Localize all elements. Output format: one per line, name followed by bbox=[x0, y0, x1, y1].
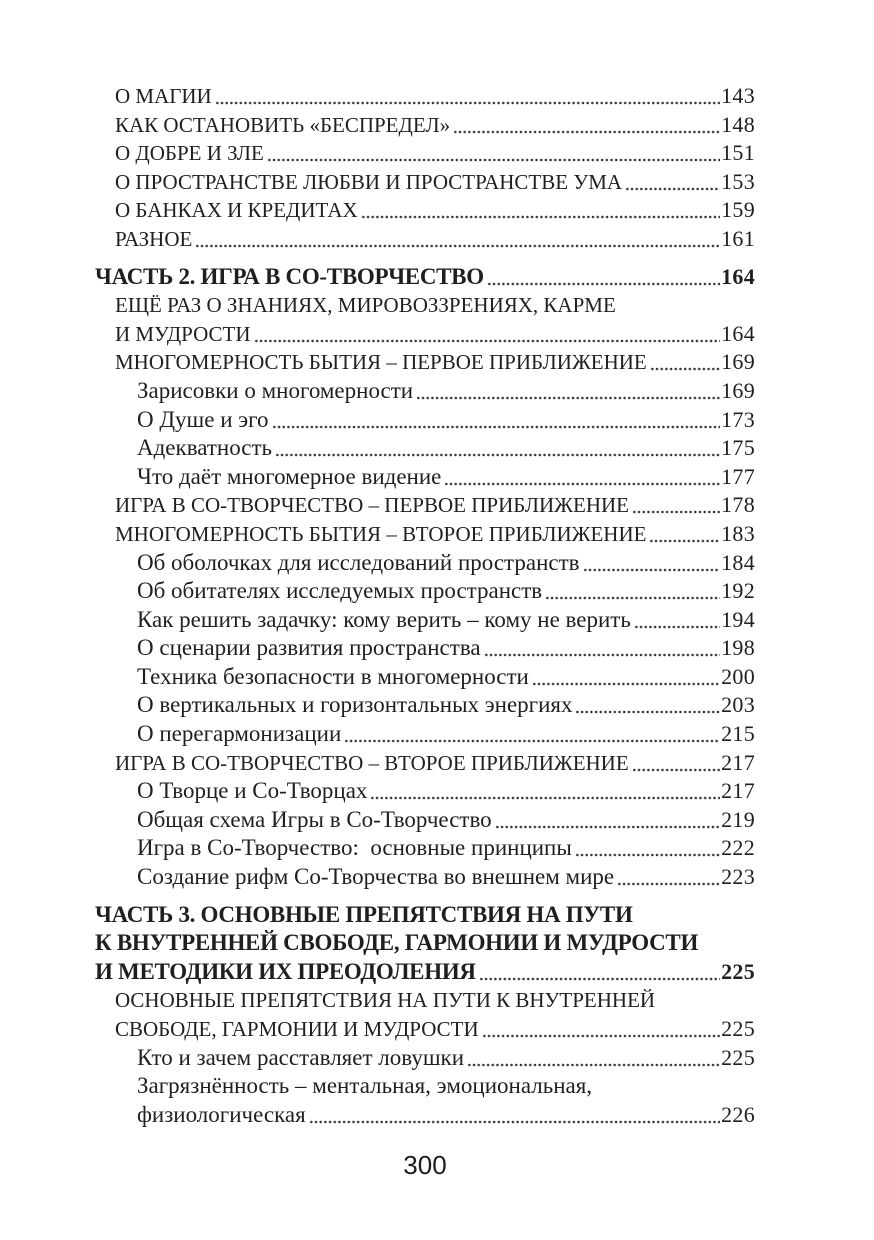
toc-entry-page-number: 225 bbox=[721, 1016, 755, 1041]
toc-entry-row bbox=[95, 1044, 755, 1073]
toc-entry-row bbox=[95, 263, 755, 292]
toc-entry-page-number: 183 bbox=[721, 520, 755, 546]
dot-leader bbox=[467, 1063, 720, 1067]
toc-entry-row bbox=[95, 348, 755, 377]
toc-entry-page-number: 161 bbox=[721, 225, 755, 251]
toc-entry-row bbox=[95, 139, 755, 168]
toc-entry-title: СВОБОДЕ, ГАРМОНИИ И МУДРОСТИ bbox=[115, 1017, 479, 1041]
toc-entry-row bbox=[95, 901, 755, 930]
toc-entry-row bbox=[95, 1101, 755, 1130]
toc-entry-row bbox=[95, 929, 755, 958]
toc-entry-page-number: 148 bbox=[721, 111, 755, 137]
toc-entry-page-number: 215 bbox=[721, 721, 755, 747]
toc-entry-page-number: 225 bbox=[721, 958, 755, 984]
toc-entry-page-number: 200 bbox=[721, 663, 755, 689]
toc-entry-page-number: 164 bbox=[721, 320, 755, 346]
toc-entry-title: МНОГОМЕРНОСТЬ БЫТИЯ – ПЕРВОЕ ПРИБЛИЖЕНИЕ bbox=[115, 350, 647, 375]
toc-entry-title: О БАНКАХ И КРЕДИТАХ bbox=[115, 198, 358, 223]
toc-entry-row bbox=[95, 491, 755, 520]
toc-entry-row bbox=[95, 82, 755, 111]
toc-entry-row bbox=[95, 225, 755, 254]
toc-entry-row bbox=[95, 634, 755, 663]
toc-entry-page-number: 222 bbox=[721, 835, 755, 861]
toc-entry-page-number: 169 bbox=[721, 377, 755, 403]
toc-entry-row bbox=[95, 863, 755, 892]
toc-entry-row bbox=[95, 196, 755, 225]
dot-leader bbox=[649, 539, 720, 543]
toc-entry-title: ЕЩЁ РАЗ О ЗНАНИЯХ, МИРОВОЗЗРЕНИЯХ, КАРМЕ bbox=[115, 293, 616, 318]
toc-entry-row bbox=[95, 549, 755, 578]
toc-entry-page-number: 217 bbox=[721, 778, 755, 804]
dot-leader bbox=[453, 130, 720, 134]
toc-entry-row bbox=[95, 777, 755, 806]
toc-entry-page-number: 225 bbox=[721, 1044, 755, 1070]
toc-entry-row bbox=[95, 463, 755, 492]
toc-entry-row bbox=[95, 434, 755, 463]
toc-entry-title: РАЗНОЕ bbox=[115, 226, 193, 251]
toc-entry-page-number: 164 bbox=[721, 263, 755, 289]
toc-entry-title: Зарисовки о многомерности bbox=[137, 377, 414, 403]
dot-leader bbox=[479, 977, 720, 981]
dot-leader bbox=[634, 625, 720, 629]
toc-entry-title: ИГРА В СО-ТВОРЧЕСТВО – ВТОРОЕ ПРИБЛИЖЕНИЕ bbox=[115, 750, 629, 775]
toc-entry-title: Адекватность bbox=[137, 435, 273, 461]
toc-entry-page-number: 198 bbox=[721, 635, 755, 661]
toc-entry-row bbox=[95, 806, 755, 835]
dot-leader bbox=[195, 244, 720, 248]
toc-entry-title: И МЕТОДИКИ ИХ ПРЕОДОЛЕНИЯ bbox=[95, 958, 476, 984]
toc-entry-page-number: 194 bbox=[721, 606, 755, 632]
toc-entry-row bbox=[95, 320, 755, 349]
page-footer bbox=[95, 1150, 755, 1181]
dot-leader bbox=[444, 482, 720, 486]
dot-leader bbox=[532, 682, 720, 686]
toc-entry-title: О сценарии развития пространства bbox=[137, 635, 481, 661]
toc-entry-row bbox=[95, 834, 755, 863]
toc-entry-page-number: 159 bbox=[721, 197, 755, 223]
toc-entry-title: ЧАСТЬ 3. ОСНОВНЫЕ ПРЕПЯТСТВИЯ НА ПУТИ bbox=[95, 901, 633, 927]
toc-entry-page-number: 153 bbox=[721, 168, 755, 194]
toc-entry-page-number: 184 bbox=[721, 549, 755, 575]
toc-entry-row bbox=[95, 377, 755, 406]
toc-entry-page-number: 219 bbox=[721, 806, 755, 832]
toc-entry-page-number: 203 bbox=[721, 692, 755, 718]
dot-leader bbox=[625, 187, 720, 191]
toc-entry-row bbox=[95, 606, 755, 635]
toc-entry-title: ЧАСТЬ 2. ИГРА В СО-ТВОРЧЕСТВО bbox=[95, 263, 484, 289]
toc-entry-title: О перегармонизации bbox=[137, 721, 342, 747]
toc-entry-page-number: 217 bbox=[721, 749, 755, 775]
toc-entry-title: Кто и зачем расставляет ловушки bbox=[137, 1044, 465, 1070]
toc-entry-title: О МАГИИ bbox=[115, 84, 212, 108]
table-of-contents bbox=[95, 82, 755, 1129]
toc-entry-title: Общая схема Игры в Со-Творчество bbox=[137, 806, 492, 832]
toc-entry-page-number: 169 bbox=[721, 349, 755, 375]
dot-leader bbox=[575, 710, 720, 714]
toc-entry-page-number: 177 bbox=[721, 463, 755, 489]
toc-entry-title: О ПРОСТРАНСТВЕ ЛЮБВИ И ПРОСТРАНСТВЕ УМА bbox=[115, 169, 623, 194]
dot-leader bbox=[361, 215, 720, 219]
toc-entry-title: О ДОБРЕ И ЗЛЕ bbox=[115, 141, 264, 166]
toc-entry-title: Как решить задачку: кому верить – кому не верить bbox=[137, 606, 631, 632]
toc-entry-row bbox=[95, 1072, 755, 1101]
toc-entry-title: Техника безопасности в многомерности bbox=[137, 663, 529, 689]
dot-leader bbox=[267, 158, 720, 162]
dot-leader bbox=[344, 739, 720, 743]
toc-entry-row bbox=[95, 720, 755, 749]
toc-entry-row bbox=[95, 1015, 755, 1044]
toc-entry-row bbox=[95, 111, 755, 140]
toc-entry-row bbox=[95, 168, 755, 197]
dot-leader bbox=[575, 853, 720, 857]
dot-leader bbox=[484, 653, 721, 657]
dot-leader bbox=[632, 510, 720, 514]
toc-entry-row bbox=[95, 958, 755, 987]
toc-entry-title: Игра в Со-Творчество: основные принципы bbox=[137, 835, 572, 861]
toc-entry-page-number: 223 bbox=[721, 864, 755, 890]
dot-leader bbox=[487, 282, 720, 286]
toc-entry-row bbox=[95, 406, 755, 435]
toc-entry-page-number: 226 bbox=[721, 1101, 755, 1127]
dot-leader bbox=[545, 596, 720, 600]
toc-entry-page-number: 173 bbox=[721, 406, 755, 432]
toc-entry-title: ОСНОВНЫЕ ПРЕПЯТСТВИЯ НА ПУТИ К ВНУТРЕННЕЙ bbox=[115, 988, 656, 1013]
toc-entry-title: Об обитателях исследуемых пространств bbox=[137, 578, 543, 604]
dot-leader bbox=[309, 1120, 720, 1124]
toc-entry-page-number: 192 bbox=[721, 578, 755, 604]
toc-entry-title: МНОГОМЕРНОСТЬ БЫТИЯ – ВТОРОЕ ПРИБЛИЖЕНИЕ bbox=[115, 521, 647, 546]
dot-leader bbox=[416, 396, 720, 400]
dot-leader bbox=[272, 425, 721, 429]
toc-entry-row bbox=[95, 691, 755, 720]
toc-entry-title: Об оболочках для исследований пространств bbox=[137, 549, 580, 575]
toc-entry-row bbox=[95, 577, 755, 606]
dot-leader bbox=[632, 768, 720, 772]
toc-entry-title: физиологическая bbox=[137, 1101, 306, 1127]
toc-entry-title: Что даёт многомерное видение bbox=[137, 463, 442, 489]
toc-entry-title: ИГРА В СО-ТВОРЧЕСТВО – ПЕРВОЕ ПРИБЛИЖЕНИЕ bbox=[115, 493, 629, 518]
toc-entry-title: О Творце и Со-Творцах bbox=[137, 778, 368, 804]
dot-leader bbox=[583, 568, 721, 572]
toc-entry-title: И МУДРОСТИ bbox=[115, 321, 251, 346]
toc-entry-title: Создание рифм Со-Творчества во внешнем мире bbox=[137, 864, 615, 890]
dot-leader bbox=[482, 1034, 720, 1038]
toc-entry-title: К ВНУТРЕННЕЙ СВОБОДЕ, ГАРМОНИИ И МУДРОСТИ bbox=[95, 930, 699, 956]
dot-leader bbox=[275, 453, 720, 457]
toc-entry-title: Загрязнённость – ментальная, эмоциональная, bbox=[137, 1073, 593, 1099]
toc-entry-row bbox=[95, 663, 755, 692]
toc-entry-title: О Душе и эго bbox=[137, 406, 269, 432]
toc-entry-row bbox=[95, 749, 755, 778]
toc-entry-page-number: 143 bbox=[721, 83, 755, 108]
toc-entry-row bbox=[95, 520, 755, 549]
toc-entry-page-number: 151 bbox=[721, 140, 755, 166]
dot-leader bbox=[617, 882, 720, 886]
folio-page-number: 300 bbox=[403, 1150, 447, 1180]
toc-entry-page-number: 178 bbox=[721, 492, 755, 518]
dot-leader bbox=[370, 796, 720, 800]
toc-entry-page-number: 175 bbox=[721, 435, 755, 461]
toc-entry-row bbox=[95, 291, 755, 320]
toc-entry-title: О вертикальных и горизонтальных энергиях bbox=[137, 692, 573, 718]
dot-leader bbox=[254, 339, 721, 343]
dot-leader bbox=[215, 101, 720, 105]
toc-entry-title: КАК ОСТАНОВИТЬ «БЕСПРЕДЕЛ» bbox=[115, 112, 451, 137]
dot-leader bbox=[495, 825, 720, 829]
dot-leader bbox=[650, 367, 720, 371]
toc-entry-row bbox=[95, 986, 755, 1015]
